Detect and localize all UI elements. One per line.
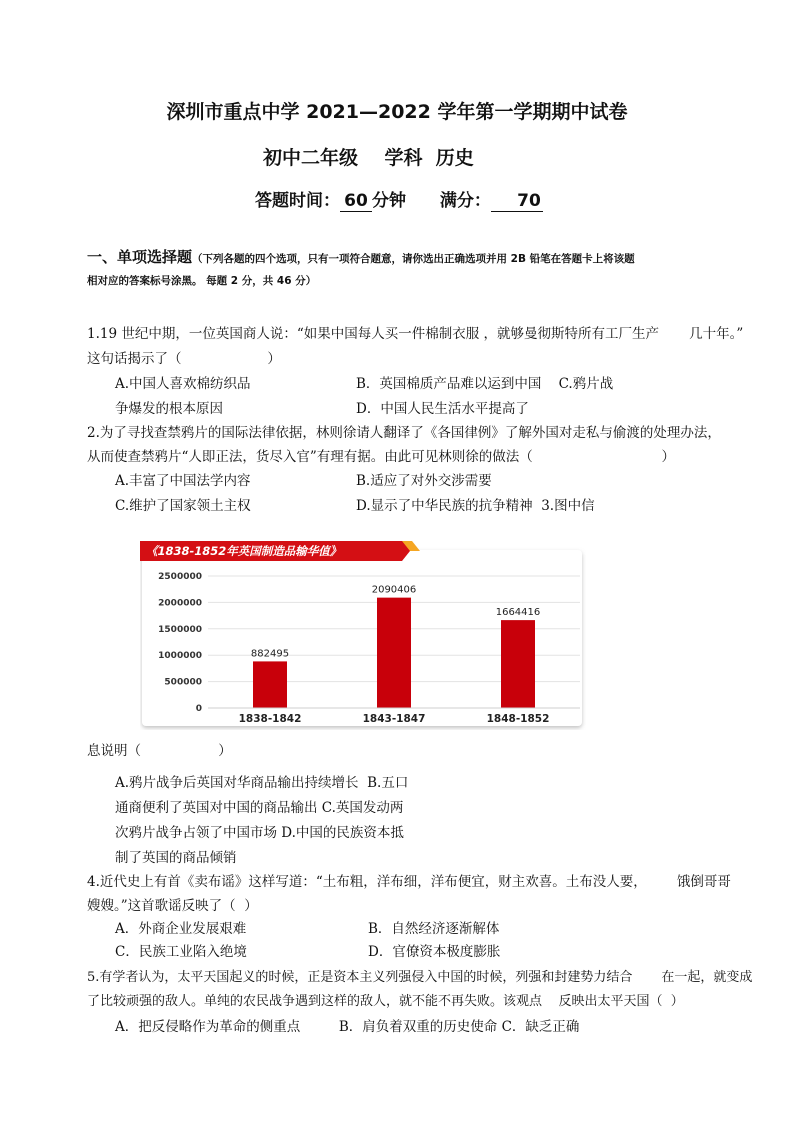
q2-option-c: C.维护了国家领土主权 (115, 498, 251, 514)
q2-stem-line2: 从而使查禁鸦片“人即正法，货尽入官”有理有据。由此可见林则徐的做法（ ） (87, 449, 676, 465)
q1-option-d: D．中国人民生活水平提高了 (356, 401, 529, 417)
q1-option-a: A.中国人喜欢棉纺织品 (115, 376, 251, 392)
q4-option-b: B．自然经济逐渐解体 (368, 921, 500, 937)
q1-stem-line2: 这句话揭示了（ ） (87, 351, 281, 367)
score-label: 满分： (439, 191, 491, 211)
x-category-label: 1843-1847 (362, 713, 426, 725)
q4-stem-line1: 4.近代史上有首《卖布谣》这样写道：“土布粗，洋布细，洋布便宜，财主欢喜。土布没人要， 饿倒哥哥 (87, 874, 731, 890)
subject-line: 初中二年级 学科 历史 (263, 147, 474, 169)
q3-stem-line1: 息说明（ ） (87, 743, 232, 759)
q5-stem-line2: 了比较顽强的敌人。单纯的农民战争遇到这样的敌人，就不能不再失败。该观点 反映出太平天国（ ） (87, 994, 684, 1009)
bar (501, 620, 535, 708)
bar-chart (140, 538, 586, 730)
q3-options-line2: 通商便利了英国对中国的商品输出 C.英国发动两 (115, 800, 404, 816)
q5-options-line1: A．把反侵略作为革命的侧重点 B．肩负着双重的历史使命 C．缺乏正确 (115, 1019, 580, 1035)
section-title: 一、单项选择题 (87, 248, 193, 266)
x-category-label: 1838-1842 (238, 713, 302, 725)
q1-stem-line1: 1.19 世纪中期，一位英国商人说：“如果中国每人买一件棉制衣服 ，就够曼彻斯特所有工厂生产 几十年。” (87, 326, 744, 342)
y-tick-label: 500000 (164, 677, 202, 688)
section-note-line2: 相对应的答案标号涂黑。 每题 2 分，共 46 分） (87, 275, 317, 287)
exam-title: 深圳市重点中学 2021—2022 学年第一学期期中试卷 (166, 101, 628, 123)
q3-options-line3: 次鸦片战争占领了中国市场 D.中国的民族资本抵 (115, 825, 404, 841)
q2-option-d: D.显示了中华民族的抗争精神 3.图中信 (356, 498, 595, 514)
y-tick-label: 0 (195, 704, 202, 714)
q4-stem-line2: 嫂嫂。”这首歌谣反映了（ ） (87, 898, 258, 914)
q4-option-c: C．民族工业陷入绝境 (115, 944, 247, 960)
score-value: 70 (491, 191, 543, 212)
time-label: 答题时间： (255, 191, 340, 211)
exam-meta (255, 186, 543, 212)
y-tick-label: 2500000 (158, 572, 202, 582)
bar-chart-svg (140, 538, 586, 730)
q1-option-b: B．英国棉质产品难以运到中国 C.鸦片战 (356, 376, 614, 392)
q4-option-d: D．官僚资本极度膨胀 (368, 944, 501, 960)
y-tick-label: 2000000 (158, 598, 202, 609)
data-label: 882495 (250, 648, 290, 660)
q2-stem-line1: 2.为了寻找查禁鸦片的国际法律依据，林则徐请人翻译了《各国律例》了解外国对走私与偷渡的处理办法， (87, 425, 721, 441)
q4-option-a: A．外商企业发展艰难 (115, 921, 247, 937)
q2-option-b: B.适应了对外交涉需要 (356, 473, 492, 489)
q3-options-line4: 制了英国的商品倾销 (115, 850, 237, 866)
q5-stem-line1: 5.有学者认为，太平天国起义的时候，正是资本主义列强侵入中国的时候，列强和封建势力结合 在一起，就变成 (87, 970, 753, 985)
chart-title: 《1838-1852年英国制造品输华值》 (146, 544, 342, 558)
q2-option-a: A.丰富了中国法学内容 (115, 473, 251, 489)
data-label: 2090406 (371, 584, 417, 596)
section-heading (87, 246, 635, 267)
section-note-line1: （下列各题的四个选项，只有一项符合题意，请你选出正确选项并用 2B 铅笔在答题卡上将该题 (192, 253, 635, 265)
x-category-label: 1848-1852 (486, 713, 550, 725)
bar (253, 661, 287, 708)
q3-options-line1: A.鸦片战争后英国对华商品输出持续增长 B.五口 (115, 775, 409, 791)
data-label: 1664416 (495, 607, 541, 619)
time-unit: 分钟 (372, 191, 406, 211)
bar (377, 598, 411, 708)
y-tick-label: 1000000 (158, 651, 202, 662)
time-value: 60 (340, 191, 372, 212)
q1-option-c-cont: 争爆发的根本原因 (115, 401, 223, 417)
y-tick-label: 1500000 (158, 624, 202, 635)
